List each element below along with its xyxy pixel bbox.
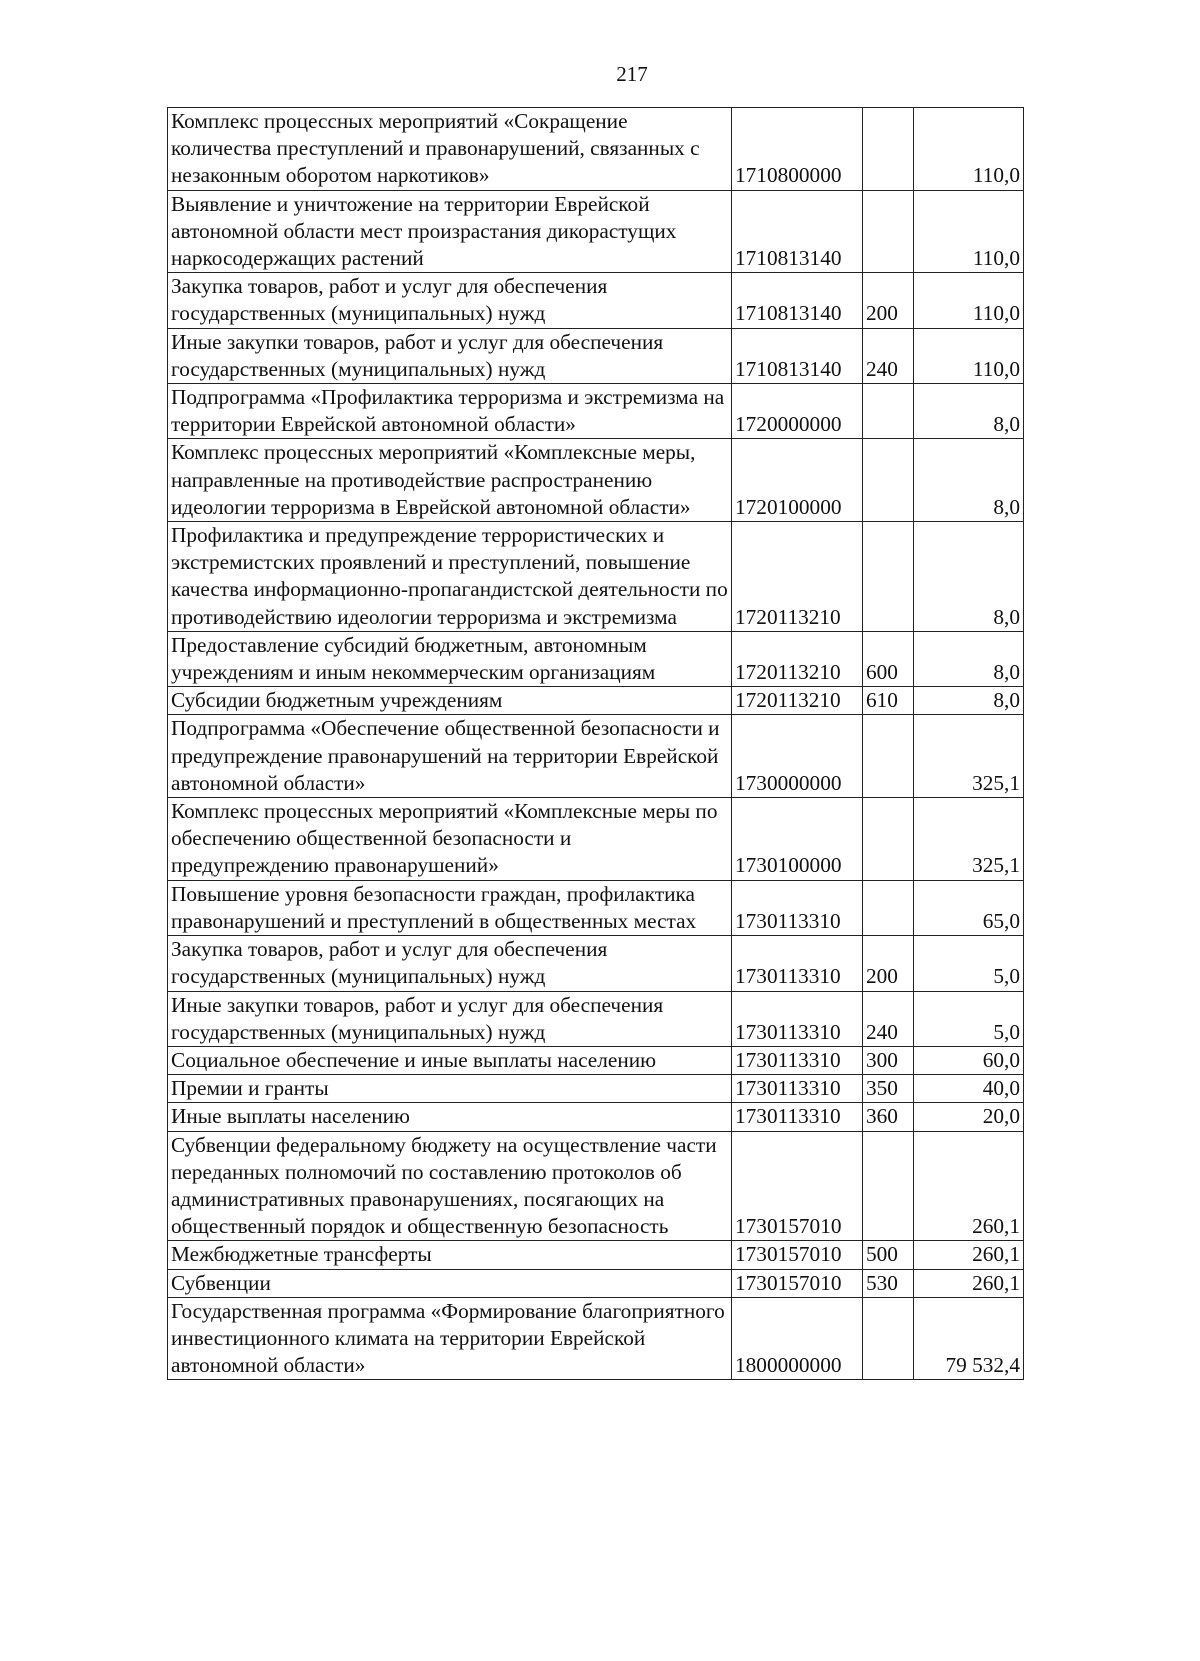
- row-expense-type: 530: [863, 1269, 914, 1297]
- row-amount: 260,1: [914, 1241, 1024, 1269]
- table-row: [168, 715, 1024, 798]
- row-description: Социальное обеспечение и иные выплаты населению: [168, 1046, 732, 1074]
- row-target-code: 1730000000: [732, 715, 863, 798]
- budget-table: [167, 107, 1024, 1380]
- table-row: [168, 1269, 1024, 1297]
- row-expense-type: [863, 798, 914, 881]
- row-amount: 8,0: [914, 439, 1024, 522]
- row-description: Субсидии бюджетным учреждениям: [168, 687, 732, 715]
- row-amount: 8,0: [914, 522, 1024, 632]
- table-row: [168, 1297, 1024, 1380]
- page-number: 217: [616, 62, 648, 86]
- row-amount: 110,0: [914, 108, 1024, 191]
- table-row: [168, 631, 1024, 686]
- row-expense-type: 610: [863, 687, 914, 715]
- row-amount: 110,0: [914, 328, 1024, 383]
- table-row: [168, 1103, 1024, 1131]
- row-expense-type: [863, 1297, 914, 1380]
- row-amount: 8,0: [914, 631, 1024, 686]
- row-amount: 65,0: [914, 880, 1024, 935]
- row-expense-type: [863, 715, 914, 798]
- table-row: [168, 687, 1024, 715]
- row-amount: 5,0: [914, 936, 1024, 991]
- table-row: [168, 1046, 1024, 1074]
- table-row: [168, 1131, 1024, 1241]
- row-amount: 260,1: [914, 1131, 1024, 1241]
- table-row: [168, 798, 1024, 881]
- table-row: [168, 1075, 1024, 1103]
- row-target-code: 1730113310: [732, 936, 863, 991]
- row-description: Субвенции федеральному бюджету на осуществление части переданных полномочий по составлению протоколов об административных правонарушениях, посягающих на общественный порядок и общественную безопасность: [168, 1131, 732, 1241]
- table-row: [168, 384, 1024, 439]
- row-target-code: 1730113310: [732, 1103, 863, 1131]
- row-description: Государственная программа «Формирование благоприятного инвестиционного климата на территории Еврейской автономной области»: [168, 1297, 732, 1380]
- table-row: [168, 1241, 1024, 1269]
- row-amount: 110,0: [914, 273, 1024, 328]
- row-target-code: 1720113210: [732, 522, 863, 632]
- row-description: Выявление и уничтожение на территории Еврейской автономной области мест произрастания дикорастущих наркосодержащих растений: [168, 190, 732, 273]
- row-expense-type: [863, 439, 914, 522]
- table-row: [168, 273, 1024, 328]
- table-row: [168, 991, 1024, 1046]
- row-description: Закупка товаров, работ и услуг для обеспечения государственных (муниципальных) нужд: [168, 936, 732, 991]
- row-target-code: 1730113310: [732, 1075, 863, 1103]
- row-target-code: 1730113310: [732, 991, 863, 1046]
- row-description: Комплекс процессных мероприятий «Комплексные меры, направленные на противодействие распространению идеологии терроризма в Еврейской автономной области»: [168, 439, 732, 522]
- row-description: Комплекс процессных мероприятий «Комплексные меры по обеспечению общественной безопасности и предупреждению правонарушений»: [168, 798, 732, 881]
- row-expense-type: 240: [863, 328, 914, 383]
- row-target-code: 1720100000: [732, 439, 863, 522]
- table-row: [168, 328, 1024, 383]
- row-expense-type: [863, 1131, 914, 1241]
- row-target-code: 1720113210: [732, 631, 863, 686]
- row-description: Комплекс процессных мероприятий «Сокращение количества преступлений и правонарушений, связанных с незаконным оборотом наркотиков»: [168, 108, 732, 191]
- row-description: Субвенции: [168, 1269, 732, 1297]
- row-expense-type: [863, 522, 914, 632]
- row-expense-type: 360: [863, 1103, 914, 1131]
- row-description: Закупка товаров, работ и услуг для обеспечения государственных (муниципальных) нужд: [168, 273, 732, 328]
- row-target-code: 1800000000: [732, 1297, 863, 1380]
- row-expense-type: 200: [863, 273, 914, 328]
- row-expense-type: [863, 190, 914, 273]
- row-expense-type: 300: [863, 1046, 914, 1074]
- row-amount: 79 532,4: [914, 1297, 1024, 1380]
- row-target-code: 1730113310: [732, 880, 863, 935]
- row-amount: 8,0: [914, 687, 1024, 715]
- row-amount: 40,0: [914, 1075, 1024, 1103]
- row-amount: 8,0: [914, 384, 1024, 439]
- table-row: [168, 522, 1024, 632]
- row-target-code: 1710813140: [732, 328, 863, 383]
- row-expense-type: 200: [863, 936, 914, 991]
- row-description: Премии и гранты: [168, 1075, 732, 1103]
- row-expense-type: [863, 384, 914, 439]
- row-target-code: 1730100000: [732, 798, 863, 881]
- row-expense-type: 240: [863, 991, 914, 1046]
- row-description: Предоставление субсидий бюджетным, автономным учреждениям и иным некоммерческим организациям: [168, 631, 732, 686]
- row-expense-type: [863, 108, 914, 191]
- row-expense-type: 350: [863, 1075, 914, 1103]
- row-amount: 110,0: [914, 190, 1024, 273]
- row-amount: 325,1: [914, 798, 1024, 881]
- table-row: [168, 439, 1024, 522]
- row-amount: 260,1: [914, 1269, 1024, 1297]
- table-row: [168, 190, 1024, 273]
- row-target-code: 1710813140: [732, 190, 863, 273]
- row-target-code: 1720000000: [732, 384, 863, 439]
- row-target-code: 1710813140: [732, 273, 863, 328]
- row-target-code: 1730157010: [732, 1131, 863, 1241]
- row-target-code: 1730157010: [732, 1269, 863, 1297]
- row-expense-type: 500: [863, 1241, 914, 1269]
- row-expense-type: [863, 880, 914, 935]
- row-target-code: 1710800000: [732, 108, 863, 191]
- row-description: Повышение уровня безопасности граждан, профилактика правонарушений и преступлений в общественных местах: [168, 880, 732, 935]
- row-amount: 5,0: [914, 991, 1024, 1046]
- row-target-code: 1730113310: [732, 1046, 863, 1074]
- row-amount: 60,0: [914, 1046, 1024, 1074]
- row-description: Подпрограмма «Профилактика терроризма и экстремизма на территории Еврейской автономной области»: [168, 384, 732, 439]
- row-description: Подпрограмма «Обеспечение общественной безопасности и предупреждение правонарушений на территории Еврейской автономной области»: [168, 715, 732, 798]
- row-target-code: 1720113210: [732, 687, 863, 715]
- row-description: Межбюджетные трансферты: [168, 1241, 732, 1269]
- row-description: Иные выплаты населению: [168, 1103, 732, 1131]
- row-amount: 20,0: [914, 1103, 1024, 1131]
- table-row: [168, 108, 1024, 191]
- row-description: Иные закупки товаров, работ и услуг для обеспечения государственных (муниципальных) нужд: [168, 328, 732, 383]
- row-amount: 325,1: [914, 715, 1024, 798]
- row-description: Иные закупки товаров, работ и услуг для обеспечения государственных (муниципальных) нужд: [168, 991, 732, 1046]
- row-description: Профилактика и предупреждение террористических и экстремистских проявлений и преступлений, повышение качества информационно-пропагандистской деятельности по противодействию идеологии терроризма и экстремизма: [168, 522, 732, 632]
- table-row: [168, 880, 1024, 935]
- row-expense-type: 600: [863, 631, 914, 686]
- row-target-code: 1730157010: [732, 1241, 863, 1269]
- table-row: [168, 936, 1024, 991]
